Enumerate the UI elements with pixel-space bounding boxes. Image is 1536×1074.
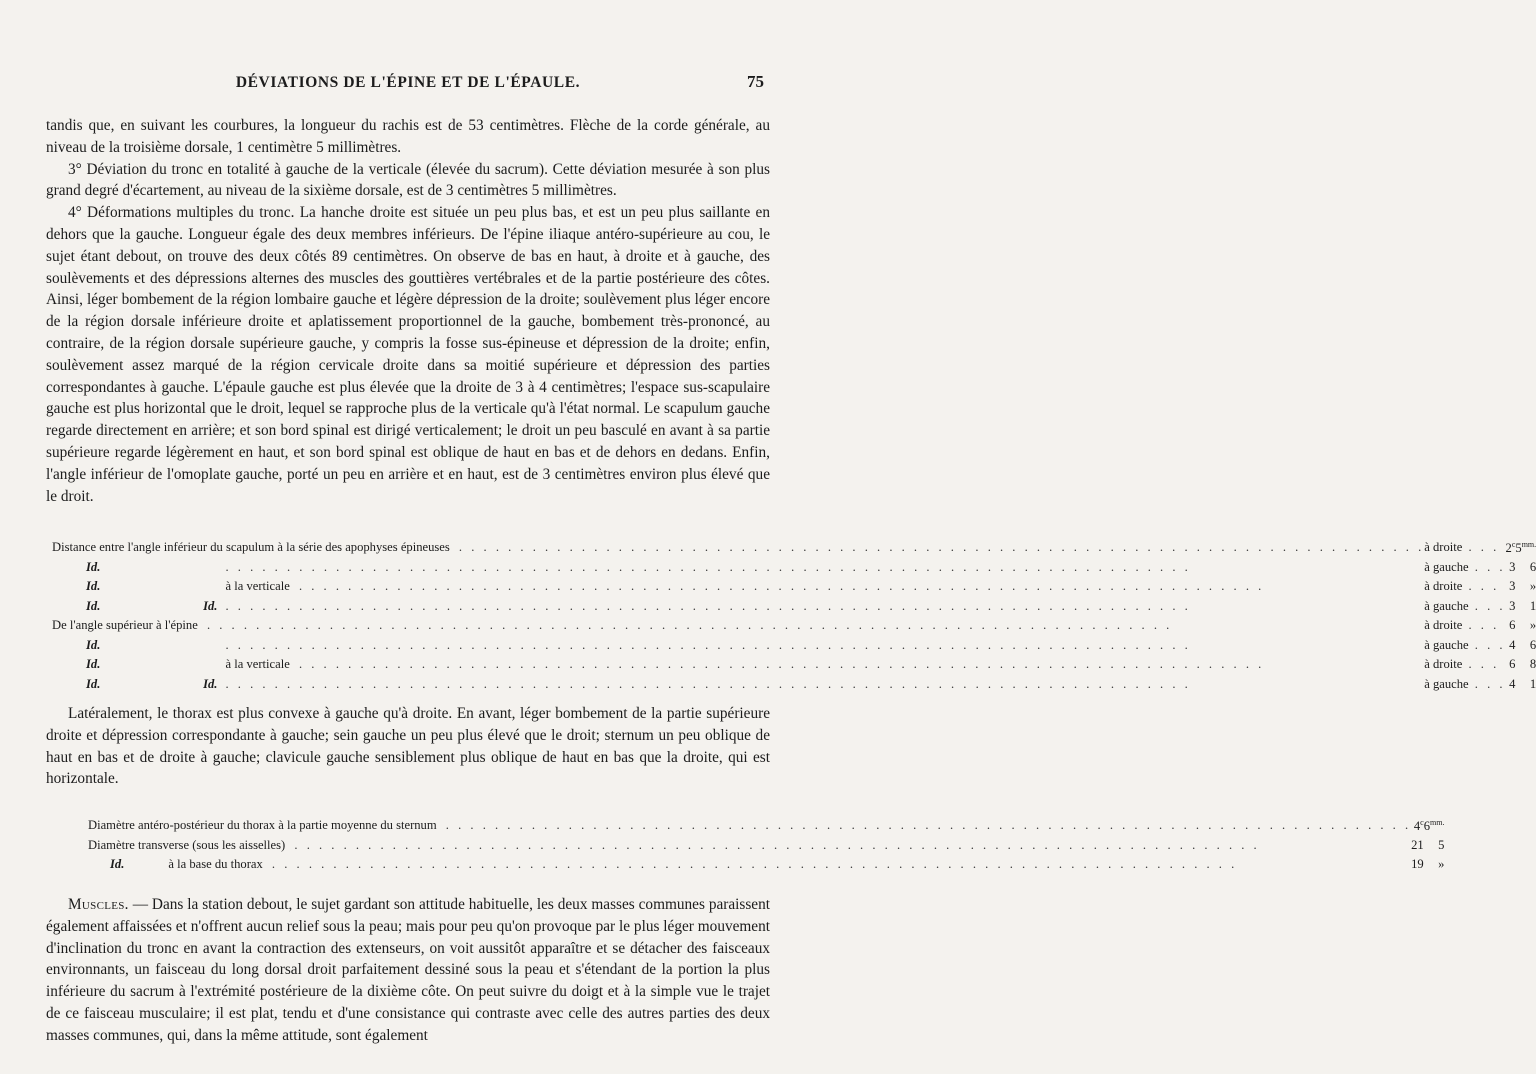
centimeters-value: 19 [1411,857,1424,872]
ibidem-mark: Id. [86,657,101,672]
millimeters-cell [1424,855,1445,875]
leader-dots: . . . . . . . . . . . . . . . . . . . . . . . . . . . . . . . . . . . . . . . . . . . . . . . . . . . . . . . . . . . . . . . . . . . . . . . . . . . . . . . [225,637,1191,652]
centimeters-value: 3 [1509,559,1516,574]
centimeters-cell [1506,636,1516,656]
page-number: 75 [747,72,764,91]
paragraph-3: 4° Déformations multiples du tronc. La hanche droite est située un peu plus bas, et est un peu plus saillante en dehors que la gauche. Longueur égale des deux membres inférieurs. De l'épine iliaque antéro-supérieure au cou, le sujet étant debout, on trouve des deux côtés 89 centimètres. On observe de bas en haut, à droite et à gauche, des soulèvements et des dépressions alternes des muscles des gouttières vertébrales et de la partie postérieure des côtes. Ainsi, léger bombement de la région lombaire gauche et légère dépression de la droite; soulèvement plus léger encore de la région dorsale inférieure droite et aplatissement proportionnel de la gauche, bombement très-prononcé, au contraire, de la région dorsale supérieure gauche, y compris la fosse sus-épineuse et dépression de la droite; enfin, soulèvement assez marqué de la région cervicale droite dans sa moitié supérieure et dépression des parties correspondantes à gauche. L'épaule gauche est plus élevée que la droite de 3 à 4 centimètres; l'espace sus-scapulaire gauche est plus horizontal que le droit, lequel se rapproche plus de la verticale qu'à l'état normal. Le scapulum gauche regarde directement en arrière; et son bord spinal est dirigé verticalement; le droit un peu basculé en avant à sa partie supérieure regarde légèrement en haut, et son bord spinal est oblique de haut en bas et de dehors en dedans. Enfin, l'angle inférieur de l'omoplate gauche, porté un peu en arrière et en haut, est de 3 centimètres environ plus élevé que le droit. [46,204,770,505]
centimeters-cell [1506,577,1516,597]
side-cell [1424,616,1505,636]
centimeters-cell [1411,855,1424,875]
leader-dots: . . . . . . . . . . . . . . . . . . . . . . . . . . . . . . . . . . . . . . . . . . . . . . . . . . . . . . . . . . . . . . . . . . . . . . . . . . . . . . . [292,579,1265,594]
paragraph-2: 3° Déviation du tronc en totalité à gauche de la verticale (élevée du sacrum). Cette déviation mesurée à son plus grand degré d'écartement, au niveau de la sixième dorsale, est de 3 centimètres 5 millimètres. [46,160,770,200]
centimeters-cell [1506,655,1516,675]
leader-dots: . . . . . . . . . . . . . . . . . . . . . . . . . . . . . . . . . . . . . . . . . . . . . . . . . . . . . . . . . . . . . . . . . . . . . . . . . . . . . . . [292,657,1265,672]
row-label: à la verticale [225,579,292,593]
body-text-middle [46,703,770,790]
body-text-top [46,115,770,507]
label-cell [225,577,1424,597]
side-label: à droite [1424,579,1463,594]
leader-dots: . . . [1462,540,1500,555]
leader-dots: . . . . . . . . . . . . . . . . . . . . . . . . . . . . . . . . . . . . . . . . . . . . . . . . . . . . . . . . . . . . . . . . . . . . . . . . . . . . . . . [452,540,1425,555]
table-row [52,675,1536,695]
leader-dots: . . . [1468,637,1506,652]
centimeters-cell [1506,616,1516,636]
ibidem-mark: Id. [86,676,101,691]
row-label: Distance entre l'angle inférieur du scapulum à la série des apophyses épineuses [52,540,453,554]
label-cell [88,836,1411,856]
page-header [46,72,770,96]
table-row [88,816,1444,836]
row-label: à la verticale [225,657,292,671]
side-cell [1424,558,1505,578]
label-cell [225,597,1424,617]
centimeters-cell [1506,538,1516,558]
side-label: à gauche [1424,598,1469,613]
ibidem-mark: Id. [86,598,101,613]
paragraph-5-text: — Dans la station debout, le sujet gardant son attitude habituelle, les deux masses communes paraissent également affaissées et n'offrent aucun relief sous la peau; mais pour peu qu'on provoque par le plus léger mouvement d'inclination du tronc en avant la contraction des extenseurs, on voit aussitôt apparaître et se détacher des faisceaux environnants, un faisceau du long dorsal droit parfaitement dessiné sous la peau et s'étendant de la portion la plus inférieure du sacrum à l'extrémité postérieure de la dixième côte. On peut suivre du doigt et à la simple vue le trajet de ce faisceau musculaire; il est plat, tendu et d'une consistance qui contraste avec celle des autres parties des deux masses communes, qui, dans la même attitude, sont également [46,896,770,1044]
ibidem-mark: Id. [86,559,101,574]
id-cell [52,577,165,597]
leader-dots: . . . [1468,598,1506,613]
id-cell [165,675,225,695]
label-cell [52,616,1424,636]
millimeters-value: 6 [1423,818,1430,833]
unit-label: mm. [1430,817,1445,827]
unit-label: c [1420,817,1424,827]
centimeters-value: 3 [1509,579,1516,594]
side-cell [1424,538,1505,558]
centimeters-cell [1506,597,1516,617]
side-label: à droite [1424,618,1463,633]
millimeters-value: 8 [1529,657,1536,672]
side-label: à droite [1424,540,1463,555]
centimeters-value: 4 [1413,818,1421,833]
side-cell [1424,655,1505,675]
leader-dots: . . . . . . . . . . . . . . . . . . . . . . . . . . . . . . . . . . . . . . . . . . . . . . . . . . . . . . . . . . . . . . . . . . . . . . . . . . . . . . . [225,559,1191,574]
thorax-measurements-table [88,816,1444,875]
millimeters-cell [1515,577,1536,597]
label-cell [225,558,1424,578]
millimeters-cell [1515,597,1536,617]
leader-dots: . . . [1462,579,1500,594]
table-row [52,558,1536,578]
millimeters-value: 5 [1438,837,1445,852]
centimeters-cell [1411,836,1424,856]
leader-dots: . . . [1468,676,1506,691]
table-row [52,636,1536,656]
leader-dots: . . . [1462,618,1500,633]
millimeters-value: 6 [1529,637,1536,652]
table-row [52,538,1536,558]
leader-dots: . . . . . . . . . . . . . . . . . . . . . . . . . . . . . . . . . . . . . . . . . . . . . . . . . . . . . . . . . . . . . . . . . . . . . . . . . . . . . . . [265,857,1238,872]
ibidem-mark: Id. [86,579,101,594]
centimeters-value: 4 [1509,676,1516,691]
leader-dots: . . . [1462,657,1500,672]
millimeters-cell [1424,816,1445,836]
label-cell [225,675,1424,695]
ibidem-mark: Id. [86,637,101,652]
scapula-measurements-table [52,538,1536,694]
paragraph-4: Latéralement, le thorax est plus convexe à gauche qu'à droite. En avant, léger bombement de la partie supérieure droite et dépression correspondante à gauche; sein gauche un peu plus élevé que le droit; sternum un peu oblique de haut en bas et de droite à gauche; clavicule gauche sensiblement plus oblique de haut en bas que la droite, qui est horizontale. [46,705,770,788]
leader-dots: . . . . . . . . . . . . . . . . . . . . . . . . . . . . . . . . . . . . . . . . . . . . . . . . . . . . . . . . . . . . . . . . . . . . . . . . . . . . . . . [439,818,1412,833]
body-text-bottom [46,894,770,1047]
id-cell [165,636,225,656]
side-cell [1424,675,1505,695]
centimeters-cell [1506,558,1516,578]
row-label: De l'angle supérieur à l'épine [52,618,201,632]
table-row [88,836,1444,856]
row-label: Diamètre transverse (sous les aisselles) [88,838,288,852]
centimeters-value: 21 [1411,837,1424,852]
centimeters-value: 3 [1509,598,1516,613]
id-cell [52,636,165,656]
side-cell [1424,577,1505,597]
label-cell [225,655,1424,675]
centimeters-value: 6 [1509,618,1516,633]
table-row [52,616,1536,636]
ibidem-mark: Id. [203,676,218,691]
leader-dots: . . . . . . . . . . . . . . . . . . . . . . . . . . . . . . . . . . . . . . . . . . . . . . . . . . . . . . . . . . . . . . . . . . . . . . . . . . . . . . . [225,676,1191,691]
millimeters-cell [1424,836,1445,856]
table-row [88,855,1444,875]
centimeters-value: 4 [1509,637,1516,652]
unit-label: mm. [1521,539,1536,549]
paragraph-1: tandis que, en suivant les courbures, la longueur du rachis est de 53 centimètres. Flèche de la corde générale, au niveau de la troisième dorsale, 1 centimètre 5 millimètres. [46,117,770,156]
millimeters-cell [1515,636,1536,656]
table-row [52,597,1536,617]
side-cell [1424,597,1505,617]
running-title: DÉVIATIONS DE L'ÉPINE ET DE L'ÉPAULE. [235,74,581,91]
side-label: à gauche [1424,676,1469,691]
id-cell [165,655,225,675]
label-cell [88,816,1411,836]
table-row [52,655,1536,675]
millimeters-cell [1515,558,1536,578]
label-cell [88,855,1411,875]
row-label: Diamètre antéro-postérieur du thorax à la partie moyenne du sternum [88,818,440,832]
ibidem-mark: Id. [110,857,125,872]
leader-dots: . . . [1468,559,1506,574]
leader-dots: . . . . . . . . . . . . . . . . . . . . . . . . . . . . . . . . . . . . . . . . . . . . . . . . . . . . . . . . . . . . . . . . . . . . . . . . . . . . . . . [288,837,1260,852]
millimeters-value: » [1438,857,1445,872]
millimeters-value: 6 [1529,559,1536,574]
millimeters-value: » [1529,618,1536,633]
centimeters-value: 6 [1509,657,1516,672]
leader-dots: . . . . . . . . . . . . . . . . . . . . . . . . . . . . . . . . . . . . . . . . . . . . . . . . . . . . . . . . . . . . . . . . . . . . . . . . . . . . . . . [225,598,1191,613]
centimeters-value: 2 [1505,540,1512,555]
ibidem-mark: Id. [203,598,218,613]
millimeters-value: » [1529,579,1536,594]
id-cell [52,597,165,617]
label-cell [52,538,1424,558]
id-cell [52,558,165,578]
side-label: à gauche [1424,559,1469,574]
millimeters-cell [1515,538,1536,558]
millimeters-value: 1 [1529,676,1536,691]
millimeters-cell [1515,675,1536,695]
side-cell [1424,636,1505,656]
id-cell [165,577,225,597]
centimeters-cell [1506,675,1516,695]
paragraph-5 [46,894,770,1047]
id-cell [52,655,165,675]
side-label: à gauche [1424,637,1469,652]
id-cell [165,597,225,617]
millimeters-value: 1 [1529,598,1536,613]
table-row [52,577,1536,597]
side-label: à droite [1424,657,1463,672]
millimeters-cell [1515,655,1536,675]
id-cell [52,675,165,695]
millimeters-cell [1515,616,1536,636]
label-cell [225,636,1424,656]
centimeters-cell [1411,816,1424,836]
row-label: à la base du thorax [168,857,265,871]
millimeters-value: 5 [1515,540,1522,555]
unit-label: c [1511,539,1516,549]
section-heading-muscles: Muscles. [68,896,129,913]
leader-dots: . . . . . . . . . . . . . . . . . . . . . . . . . . . . . . . . . . . . . . . . . . . . . . . . . . . . . . . . . . . . . . . . . . . . . . . . . . . . . . . [200,618,1173,633]
id-cell [165,558,225,578]
